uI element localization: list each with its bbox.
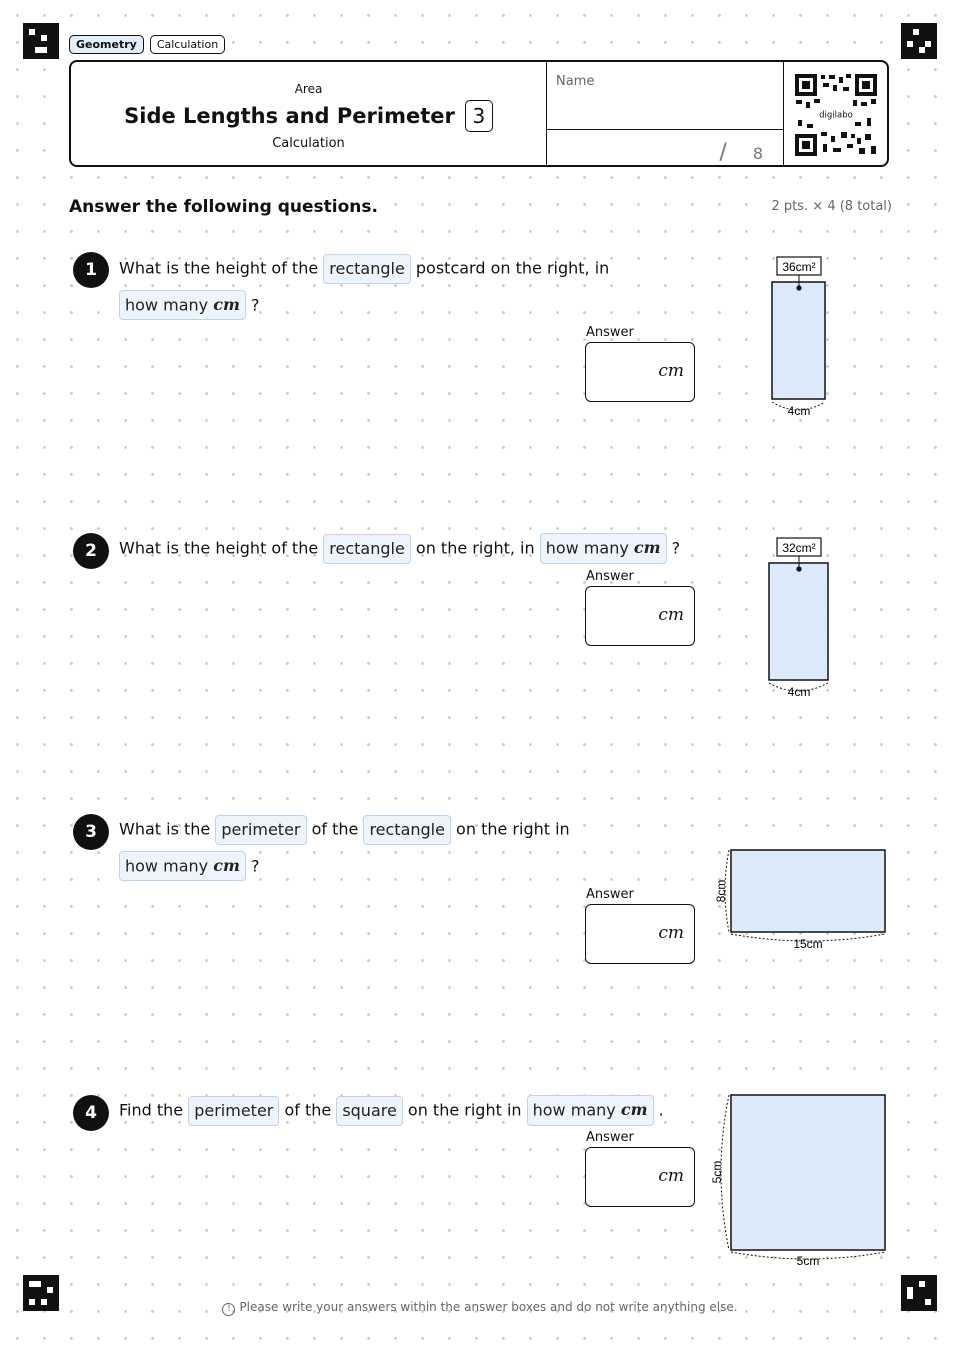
q3-keyword-how-many-cm: how many cm bbox=[119, 851, 246, 882]
tag-list bbox=[69, 35, 225, 54]
worksheet-header bbox=[69, 60, 889, 167]
q2-text-part: ? bbox=[666, 538, 681, 558]
worksheet-title: Side Lengths and Perimeter bbox=[124, 104, 455, 128]
q2-answer-box[interactable] bbox=[585, 586, 695, 646]
q3-answer-box[interactable] bbox=[585, 904, 695, 964]
q4-text-part: of the bbox=[279, 1100, 337, 1120]
question-3-number: 3 bbox=[73, 814, 109, 850]
question-1-number: 1 bbox=[73, 252, 109, 288]
footer-text: Please write your answers within the answer boxes and do not write anything else. bbox=[239, 1300, 738, 1314]
qr-code bbox=[793, 72, 879, 158]
q3-answer-label: Answer bbox=[586, 887, 634, 902]
q1-figure bbox=[760, 250, 840, 425]
footer-note bbox=[0, 1300, 960, 1316]
q3-answer-unit: cm bbox=[658, 923, 684, 943]
q2-answer-unit: cm bbox=[658, 605, 684, 625]
q1-width-label: 4cm bbox=[787, 404, 811, 418]
q4-text-part: on the right in bbox=[402, 1100, 527, 1120]
q1-keyword-rectangle: rectangle bbox=[323, 254, 411, 284]
q2-width-label: 4cm bbox=[787, 685, 811, 699]
q3-text-part: What is the bbox=[119, 819, 216, 839]
score-slash: / bbox=[719, 140, 727, 165]
title-block bbox=[71, 62, 546, 165]
q1-rectangle-shape bbox=[772, 282, 825, 399]
q3-text-part: on the right in bbox=[450, 819, 570, 839]
info-icon: ! bbox=[222, 1303, 235, 1316]
q1-answer-unit: cm bbox=[658, 361, 684, 381]
q3-text-part: of the bbox=[306, 819, 364, 839]
q1-keyword-how-many-cm: how many cm bbox=[119, 290, 246, 321]
score-total: 8 bbox=[752, 144, 763, 163]
q4-answer-unit: cm bbox=[658, 1166, 684, 1186]
q1-answer-label: Answer bbox=[586, 325, 634, 340]
q4-answer-label: Answer bbox=[586, 1130, 634, 1145]
q2-rectangle-shape bbox=[769, 563, 828, 680]
worksheet-category: Calculation bbox=[272, 136, 345, 151]
q3-text-part: ? bbox=[245, 856, 260, 875]
tag-geometry: Geometry bbox=[69, 35, 144, 54]
q3-keyword-rectangle: rectangle bbox=[363, 815, 451, 845]
q4-side-label: 5cm bbox=[710, 1160, 725, 1184]
q3-rectangle-shape bbox=[731, 850, 885, 932]
worksheet-subtitle: Area bbox=[294, 82, 323, 96]
q4-text-part: Find the bbox=[119, 1100, 189, 1120]
q4-square-shape bbox=[731, 1095, 885, 1250]
q4-keyword-how-many-cm: how many cm bbox=[527, 1095, 654, 1126]
q1-area-label: 36cm² bbox=[782, 260, 816, 274]
q2-figure bbox=[760, 531, 840, 706]
q1-answer-box[interactable] bbox=[585, 342, 695, 402]
q4-figure bbox=[705, 1085, 895, 1270]
question-4-number: 4 bbox=[73, 1095, 109, 1131]
q3-keyword-perimeter: perimeter bbox=[215, 815, 306, 845]
q4-keyword-square: square bbox=[336, 1096, 403, 1126]
question-3-text bbox=[119, 811, 619, 884]
q3-height-label: 8cm bbox=[714, 879, 729, 903]
question-1-text bbox=[119, 250, 629, 323]
instructions: Answer the following questions. bbox=[69, 197, 378, 217]
q4-answer-box[interactable] bbox=[585, 1147, 695, 1207]
q3-figure bbox=[705, 840, 895, 960]
question-2-number: 2 bbox=[73, 533, 109, 569]
q3-width-label: 15cm bbox=[793, 937, 823, 951]
q1-text-part: ? bbox=[245, 295, 260, 314]
q2-keyword-rectangle: rectangle bbox=[323, 534, 411, 564]
question-2-text bbox=[119, 530, 719, 567]
score-field bbox=[719, 140, 763, 165]
q4-bottom-label: 5cm bbox=[796, 1254, 820, 1268]
corner-marker-top-right bbox=[901, 23, 937, 59]
q4-keyword-perimeter: perimeter bbox=[188, 1096, 279, 1126]
points-info: 2 pts. × 4 (8 total) bbox=[771, 199, 892, 214]
tag-calculation: Calculation bbox=[150, 35, 225, 54]
corner-marker-top-left bbox=[23, 23, 59, 59]
question-4-text bbox=[119, 1092, 719, 1129]
q4-text-part: . bbox=[653, 1100, 664, 1120]
q1-text-part: What is the height of the bbox=[119, 258, 324, 278]
worksheet-number: 3 bbox=[465, 100, 493, 132]
svg-text:digilabo: digilabo bbox=[819, 110, 853, 121]
q2-text-part: What is the height of the bbox=[119, 538, 324, 558]
q2-keyword-how-many-cm: how many cm bbox=[540, 533, 667, 564]
name-score-block bbox=[546, 62, 784, 165]
q1-text-part: postcard on the right, in bbox=[410, 258, 610, 278]
worksheet-title-row bbox=[71, 100, 546, 132]
name-divider bbox=[547, 129, 783, 130]
q2-area-label: 32cm² bbox=[782, 541, 816, 555]
name-label: Name bbox=[556, 74, 595, 89]
q2-text-part: on the right, in bbox=[410, 538, 540, 558]
q2-answer-label: Answer bbox=[586, 569, 634, 584]
